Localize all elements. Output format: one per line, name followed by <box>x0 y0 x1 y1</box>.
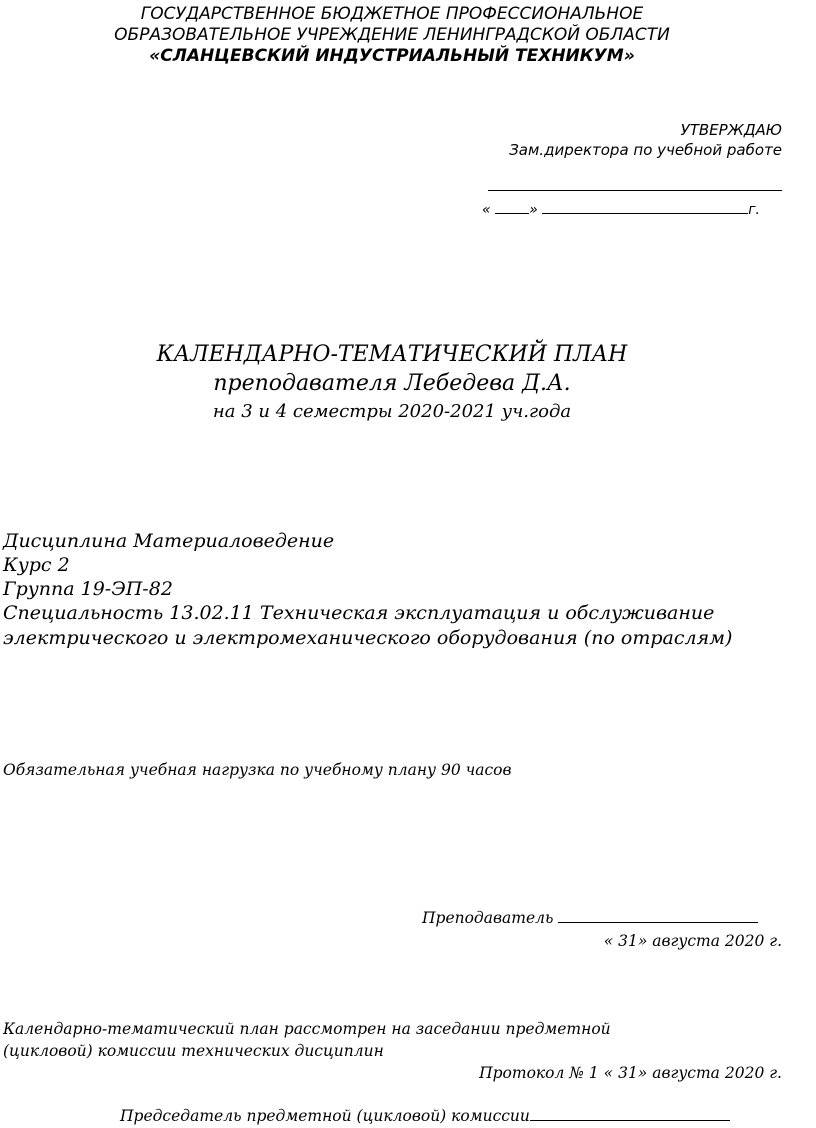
approval-date-row <box>482 199 760 218</box>
approval-heading: УТВЕРЖДАЮ <box>680 121 782 139</box>
teacher-sign-row <box>422 907 758 929</box>
specialty-line-2: электрического и электромеханического оборудования (по отраслям) <box>3 627 733 649</box>
workload: Обязательная учебная нагрузка по учебному плану 90 часов <box>3 761 512 779</box>
protocol: Протокол № 1 « 31» августа 2020 г. <box>479 1064 782 1082</box>
day-blank <box>495 199 529 214</box>
chair-label: Председатель предметной (цикловой) комиссии <box>120 1107 530 1125</box>
institution-line-2: ОБРАЗОВАТЕЛЬНОЕ УЧРЕЖДЕНИЕ ЛЕНИНГРАДСКОЙ ОБЛАСТИ <box>114 25 670 45</box>
year-suffix: г. <box>748 202 760 218</box>
group: Группа 19-ЭП-82 <box>3 578 173 600</box>
course: Курс 2 <box>3 554 70 576</box>
plan-semesters: на 3 и 4 семестры 2020-2021 уч.года <box>212 401 572 422</box>
chair-row <box>120 1105 730 1127</box>
teacher-sign-label: Преподаватель <box>422 909 554 927</box>
discipline: Дисциплина Материаловедение <box>3 530 335 552</box>
teacher-sign-date: « 31» августа 2020 г. <box>603 932 782 950</box>
commission-line-2: (цикловой) комиссии технических дисциплин <box>3 1042 384 1060</box>
institution-line-1: ГОСУДАРСТВЕННОЕ БЮДЖЕТНОЕ ПРОФЕССИОНАЛЬНОЕ <box>140 4 644 24</box>
chair-signature-line <box>530 1106 730 1121</box>
specialty-line-1: Специальность 13.02.11 Техническая эксплуатация и обслуживание <box>3 602 715 624</box>
plan-teacher: преподавателя Лебедева Д.А. <box>213 371 571 396</box>
month-blank <box>542 199 748 214</box>
plan-title: КАЛЕНДАРНО-ТЕМАТИЧЕСКИЙ ПЛАН <box>156 342 628 367</box>
commission-line-1: Календарно-тематический план рассмотрен на заседании предметной <box>3 1020 611 1038</box>
approval-position: Зам.директора по учебной работе <box>509 141 782 159</box>
institution-line-3: «СЛАНЦЕВСКИЙ ИНДУСТРИАЛЬНЫЙ ТЕХНИКУМ» <box>149 46 635 66</box>
approval-signature-line <box>488 190 782 191</box>
date-open-quote: « <box>482 202 491 218</box>
teacher-signature-line <box>558 908 758 923</box>
date-close-quote: » <box>529 202 538 218</box>
